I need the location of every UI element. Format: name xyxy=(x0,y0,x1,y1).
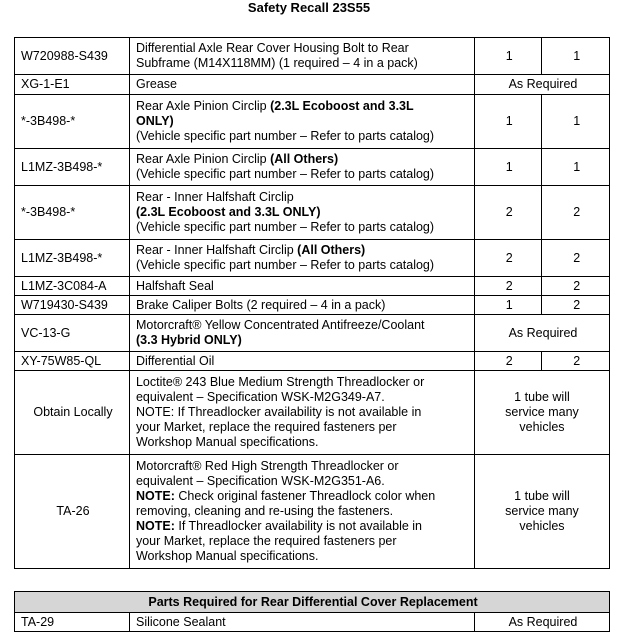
qty-span: As Required xyxy=(474,75,609,95)
table-row xyxy=(15,149,610,186)
table-row xyxy=(15,75,610,95)
table-row xyxy=(15,296,610,315)
qty-col-1: 1 xyxy=(474,149,542,186)
qty-col-2: 2 xyxy=(542,277,610,296)
part-number: L1MZ-3B498-* xyxy=(15,149,130,186)
part-number: Obtain Locally xyxy=(15,371,130,455)
part-description: Rear Axle Pinion Circlip (All Others) (Vehicle specific part number – Refer to parts catalog) xyxy=(129,149,474,186)
table-row xyxy=(15,371,610,455)
qty-span: As Required xyxy=(474,613,609,632)
qty-span: As Required xyxy=(474,315,609,352)
table-header: Parts Required for Rear Differential Cover Replacement xyxy=(15,592,610,613)
table-row xyxy=(15,277,610,296)
table-row xyxy=(15,455,610,569)
part-number: L1MZ-3B498-* xyxy=(15,240,130,277)
part-description: Differential Axle Rear Cover Housing Bolt to Rear Subframe (M14X118MM) (1 required – 4 in a pack) xyxy=(129,38,474,75)
qty-col-2: 2 xyxy=(542,296,610,315)
table-row xyxy=(15,315,610,352)
part-number: *-3B498-* xyxy=(15,95,130,149)
qty-col-1: 1 xyxy=(474,38,542,75)
qty-span: 1 tube will service many vehicles xyxy=(474,371,609,455)
part-description: Differential Oil xyxy=(129,352,474,371)
part-description: Loctite® 243 Blue Medium Strength Threadlocker or equivalent – Specification WSK-M2G349-A7. NOTE: If Threadlocker availability is not available in your Market, replace the required fasteners per Workshop Manual specifications. xyxy=(129,371,474,455)
part-description: Rear - Inner Halfshaft Circlip (2.3L Ecoboost and 3.3L ONLY) (Vehicle specific part number – Refer to parts catalog) xyxy=(129,186,474,240)
part-description: Silicone Sealant xyxy=(129,613,474,632)
part-number: TA-26 xyxy=(15,455,130,569)
table-header-row xyxy=(15,592,610,613)
part-description: Motorcraft® Yellow Concentrated Antifreeze/Coolant (3.3 Hybrid ONLY) xyxy=(129,315,474,352)
part-number: W719430-S439 xyxy=(15,296,130,315)
table-row xyxy=(15,240,610,277)
cover-replacement-table xyxy=(14,591,610,632)
qty-col-1: 2 xyxy=(474,352,542,371)
part-number: VC-13-G xyxy=(15,315,130,352)
qty-col-1: 1 xyxy=(474,296,542,315)
part-description: Grease xyxy=(129,75,474,95)
part-description: Motorcraft® Red High Strength Threadlocker or equivalent – Specification WSK-M2G351-A6. NOTE: Check original fastener Threadlock color when removing, cleaning and re-using the fasteners. NOTE: If Threadlocker availability is not available in your Market, replace the required fasteners per Workshop Manual specifications. xyxy=(129,455,474,569)
part-description: Halfshaft Seal xyxy=(129,277,474,296)
part-description: Rear Axle Pinion Circlip (2.3L Ecoboost and 3.3L ONLY) (Vehicle specific part number – Refer to parts catalog) xyxy=(129,95,474,149)
qty-col-1: 2 xyxy=(474,240,542,277)
table-row xyxy=(15,38,610,75)
qty-col-2: 1 xyxy=(542,38,610,75)
part-number: L1MZ-3C084-A xyxy=(15,277,130,296)
qty-col-2: 2 xyxy=(542,186,610,240)
part-number: TA-29 xyxy=(15,613,130,632)
qty-col-1: 2 xyxy=(474,277,542,296)
parts-table xyxy=(14,37,610,569)
part-number: XY-75W85-QL xyxy=(15,352,130,371)
qty-span: 1 tube will service many vehicles xyxy=(474,455,609,569)
part-description: Rear - Inner Halfshaft Circlip (All Others) (Vehicle specific part number – Refer to parts catalog) xyxy=(129,240,474,277)
qty-col-2: 2 xyxy=(542,240,610,277)
part-number: *-3B498-* xyxy=(15,186,130,240)
qty-col-2: 1 xyxy=(542,149,610,186)
table-row xyxy=(15,186,610,240)
part-number: W720988-S439 xyxy=(15,38,130,75)
part-description: Brake Caliper Bolts (2 required – 4 in a pack) xyxy=(129,296,474,315)
table-row xyxy=(15,613,610,632)
qty-col-2: 2 xyxy=(542,352,610,371)
table-row xyxy=(15,352,610,371)
qty-col-2: 1 xyxy=(542,95,610,149)
page-title: Safety Recall 23S55 xyxy=(247,0,371,15)
part-number: XG-1-E1 xyxy=(15,75,130,95)
qty-col-1: 1 xyxy=(474,95,542,149)
qty-col-1: 2 xyxy=(474,186,542,240)
table-row xyxy=(15,95,610,149)
